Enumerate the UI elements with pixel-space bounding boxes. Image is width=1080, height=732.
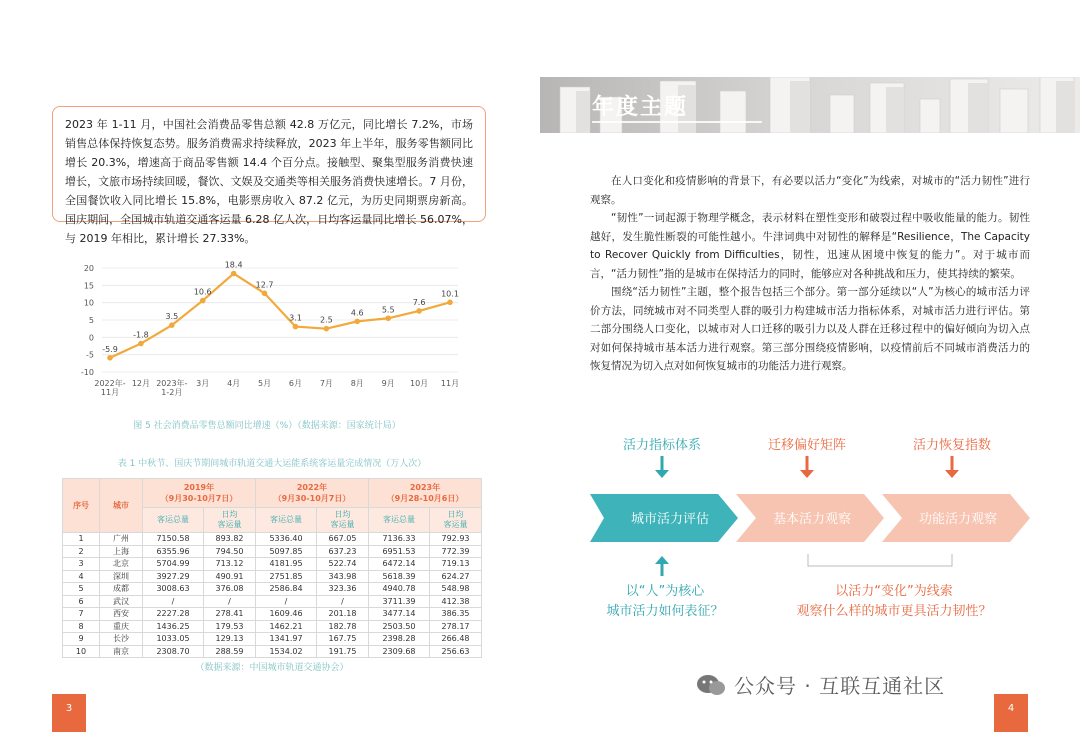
data-label: 5.5	[381, 305, 395, 315]
data-point	[231, 271, 237, 277]
table-cell: 1609.46	[255, 608, 316, 621]
data-label: 4.6	[350, 308, 364, 318]
table-cell: 8	[63, 620, 100, 633]
x-tick-label: 11月	[440, 379, 460, 388]
table-cell: 667.05	[317, 533, 369, 546]
table-cell: 6951.53	[368, 545, 429, 558]
table-cell: 266.48	[430, 633, 482, 646]
table-cell: /	[255, 595, 316, 608]
group-range: （9月30-10月7日）	[273, 494, 351, 503]
table-caption: 表 1 中秋节、国庆节期间城市轨道交通大运能系统客运量完成情况（万人次）	[117, 459, 427, 469]
table-cell: 548.98	[430, 583, 482, 596]
table-cell: 2227.28	[143, 608, 204, 621]
table-cell: 5618.39	[368, 570, 429, 583]
retail-growth-line-chart	[60, 248, 470, 413]
data-point	[354, 319, 360, 325]
down-arrow-icon	[655, 456, 669, 478]
y-tick-label: 5	[88, 316, 94, 325]
table-cell: 2586.84	[255, 583, 316, 596]
table-row	[63, 633, 482, 646]
paragraph: 围绕“活力韧性”主题，整个报告包括三个部分。第一部分延续以“人”为核心的城市活力评价方法，同统城市对不同类型人群的吸引力构建城市活力指标体系，对城市活力进行评估。第二部分围绕人口变化，以城市对人口迁移的吸引力以及人群在迁移过程中的偏好倾向为切入点对如何保持城市基本活力进行观察。第三部分围绕疫情影响，以疫情前后不同城市消费活力的恢复情况为切入点对如何恢复城市的功能活力进行观察。	[590, 286, 1030, 372]
down-arrow-icon	[945, 456, 959, 478]
paragraph: 在人口变化和疫情影响的背景下，有必要以活力“变化”为线索，对城市的“活力韧性”进行观察。	[590, 175, 1030, 206]
col-group-2019	[143, 479, 256, 508]
table-cell: 5097.85	[255, 545, 316, 558]
table-cell: 4940.78	[368, 583, 429, 596]
data-label: 3.5	[165, 312, 179, 322]
bottom-right-caption: 以活力“变化”为线索 观察什么样的城市更具活力韧性？	[796, 584, 992, 619]
summary-callout	[52, 106, 486, 245]
wechat-watermark	[696, 670, 945, 702]
sub-header-daily: 日均 客运量	[430, 508, 482, 533]
table-cell: 上海	[100, 545, 143, 558]
up-arrow-icon	[655, 556, 669, 576]
data-label: 3.1	[289, 313, 302, 323]
x-tick-label: 5月	[257, 379, 272, 388]
table-cell: 1462.21	[255, 620, 316, 633]
table-body	[63, 533, 482, 658]
data-point	[324, 326, 330, 332]
down-arrow-icon	[800, 456, 814, 478]
table-cell: 西安	[100, 608, 143, 621]
body-text	[590, 172, 1030, 376]
group-range: （9月30-10月7日）	[160, 494, 238, 503]
table-cell: 201.18	[317, 608, 369, 621]
chevron-label: 功能活力观察	[918, 512, 998, 527]
table-cell: 广州	[100, 533, 143, 546]
table-cell: /	[204, 595, 256, 608]
table-cell: 1534.02	[255, 645, 316, 658]
table-cell: 719.13	[430, 558, 482, 571]
table-row	[63, 545, 482, 558]
table-cell: 重庆	[100, 620, 143, 633]
table-cell: 6472.14	[368, 558, 429, 571]
page-number-right: 4	[994, 694, 1028, 732]
table-cell: 4181.95	[255, 558, 316, 571]
page-number-left: 3	[52, 694, 86, 732]
sub-header-daily: 日均 客运量	[204, 508, 256, 533]
group-year: 2023年	[409, 483, 441, 492]
table-cell: 129.13	[204, 633, 256, 646]
table-cell: 1033.05	[143, 633, 204, 646]
summary-text: 2023 年 1-11 月，中国社会消费品零售总额 42.8 万亿元，同比增长 7.2%，市场销售总体保持恢复态势。服务消费需求持续释放，2023 年上半年，服务零售额同比增长 20.3%，增速高于商品零售额 14.4 个百分点。接触型、聚集型服务消费快速增长，文旅市场持续回暖，餐饮、文娱及交通类等相关服务消费快速增长。7 月份，全国餐饮收入同比增长 15.8%，电影票房收入 87.2 亿元，为历史同期票房新高。国庆期间，全国城市轨道交通客运量 6.28 亿人次，日均客运量同比增长 56.07%，与 2019 年相比，累计增长 27.33%。	[65, 118, 473, 245]
table-source: （数据来源：中国城市轨道交通协会）	[195, 663, 349, 673]
data-point	[385, 315, 391, 321]
table-row	[63, 595, 482, 608]
data-label: 18.4	[224, 260, 243, 270]
table-cell: 5336.40	[255, 533, 316, 546]
data-point	[447, 300, 453, 306]
table-cell: 6	[63, 595, 100, 608]
x-tick-label: 8月	[350, 379, 364, 388]
table-cell: 1	[63, 533, 100, 546]
label-vitality-index-system: 活力指标体系	[622, 438, 701, 453]
group-year: 2019年	[183, 483, 215, 492]
sub-header-total: 客运总量	[368, 508, 429, 533]
table-cell: 278.17	[430, 620, 482, 633]
banner-underline	[592, 121, 762, 123]
table-cell: 9	[63, 633, 100, 646]
y-tick-label: 0	[88, 333, 94, 343]
table-row	[63, 620, 482, 633]
table-cell: 792.93	[430, 533, 482, 546]
data-point	[138, 341, 144, 347]
x-tick-label: 4月	[227, 379, 241, 388]
table-cell: 1341.97	[255, 633, 316, 646]
x-tick-label: 1-2月	[161, 388, 183, 397]
table-cell: 4	[63, 570, 100, 583]
table-cell: /	[143, 595, 204, 608]
data-point	[169, 322, 175, 328]
table-row	[63, 533, 482, 546]
table-cell: 成都	[100, 583, 143, 596]
data-point	[416, 308, 422, 314]
table-cell: 3	[63, 558, 100, 571]
table-cell: 772.39	[430, 545, 482, 558]
y-tick-label: -5	[86, 350, 94, 360]
table-cell: 893.82	[204, 533, 256, 546]
group-year: 2022年	[296, 483, 328, 492]
data-label: 2.5	[319, 315, 333, 325]
figure-caption: 图 5 社会消费品零售总额同比增速（%）（数据来源：国家统计局）	[133, 421, 401, 431]
passenger-table-wrap	[62, 478, 482, 658]
col-group-2022	[255, 479, 368, 508]
table-cell: 7150.58	[143, 533, 204, 546]
label-recovery-index: 活力恢复指数	[912, 438, 991, 453]
y-tick-label: -10	[80, 368, 94, 377]
table-cell: 288.59	[204, 645, 256, 658]
table-cell: 2398.28	[368, 633, 429, 646]
data-label: 12.7	[255, 280, 274, 290]
bracket-line	[808, 554, 952, 566]
table-cell: 武汉	[100, 595, 143, 608]
y-tick-label: 10	[83, 298, 94, 308]
y-tick-label: 15	[83, 281, 94, 291]
table-cell: 624.27	[430, 570, 482, 583]
table-cell: 10	[63, 645, 100, 658]
table-cell: 522.74	[317, 558, 369, 571]
y-tick-label: 20	[83, 264, 94, 273]
chevron-label: 城市活力评估	[630, 512, 710, 527]
paragraph: “韧性”一词起源于物理学概念，表示材料在塑性变形和破裂过程中吸收能量的能力。韧性越好，发生脆性断裂的可能性越小。牛津词典中对韧性的解释是“Resilience，The Capacity to Recover Quickly from Difficulties，韧性，迅速从困境中恢复的能力”。对于城市而言，“活力韧性”指的是城市在保持活力的同时，能够应对各种挑战和压力，使其持续的繁荣。	[590, 212, 1030, 280]
table-row	[63, 558, 482, 571]
data-point	[107, 355, 113, 361]
data-point	[293, 324, 299, 330]
x-tick-label: 2022年-	[94, 379, 126, 388]
data-label: 10.6	[193, 287, 212, 297]
table-cell: 北京	[100, 558, 143, 571]
table-cell: 3711.39	[368, 595, 429, 608]
data-label: -1.8	[133, 330, 149, 340]
x-tick-label: 7月	[319, 379, 333, 388]
table-cell: 323.36	[317, 583, 369, 596]
table-cell: 2751.85	[255, 570, 316, 583]
table-row	[63, 570, 482, 583]
sub-header-total: 客运总量	[143, 508, 204, 533]
data-point	[200, 298, 206, 304]
table-cell: 5704.99	[143, 558, 204, 571]
passenger-volume-table	[62, 478, 482, 658]
table-cell: 3008.63	[143, 583, 204, 596]
table-cell: 深圳	[100, 570, 143, 583]
data-label: 7.6	[412, 297, 426, 307]
group-range: （9月28-10月6日）	[386, 494, 464, 503]
sub-header-daily: 日均 客运量	[317, 508, 369, 533]
label-migration-matrix: 迁移偏好矩阵	[767, 438, 846, 453]
x-tick-label: 2023年-	[156, 379, 188, 388]
table-cell: 256.63	[430, 645, 482, 658]
table-cell: 412.38	[430, 595, 482, 608]
table-cell: 2308.70	[143, 645, 204, 658]
series-line	[110, 274, 450, 358]
x-tick-label: 11月	[100, 388, 120, 397]
table-cell: 1436.25	[143, 620, 204, 633]
table-cell: 2309.68	[368, 645, 429, 658]
table-cell: 5	[63, 583, 100, 596]
table-cell: 182.78	[317, 620, 369, 633]
table-cell: 2	[63, 545, 100, 558]
table-cell: 3927.29	[143, 570, 204, 583]
banner-title: 年度主题	[592, 95, 689, 120]
x-tick-label: 9月	[381, 379, 395, 388]
table-row	[63, 608, 482, 621]
table-cell: 637.23	[317, 545, 369, 558]
sub-header-total: 客运总量	[255, 508, 316, 533]
chevron-label: 基本活力观察	[772, 512, 852, 527]
bottom-left-caption: 以“人”为核心 城市活力如何表征？	[606, 584, 724, 619]
data-point	[262, 291, 268, 297]
table-cell: 376.08	[204, 583, 256, 596]
data-label: 10.1	[441, 289, 459, 299]
col-header-seq: 序号	[63, 479, 100, 533]
table-cell: 2503.50	[368, 620, 429, 633]
table-cell: 南京	[100, 645, 143, 658]
table-cell: 278.41	[204, 608, 256, 621]
table-cell: 386.35	[430, 608, 482, 621]
data-label: -5.9	[102, 344, 118, 354]
x-tick-label: 6月	[288, 379, 303, 388]
table-cell: 7	[63, 608, 100, 621]
table-cell: /	[317, 595, 369, 608]
table-row	[63, 583, 482, 596]
x-tick-label: 12月	[131, 379, 151, 388]
x-tick-label: 3月	[196, 379, 210, 388]
table-cell: 713.12	[204, 558, 256, 571]
table-cell: 167.75	[317, 633, 369, 646]
table-cell: 343.98	[317, 570, 369, 583]
wechat-icon	[696, 673, 726, 702]
table-row	[63, 645, 482, 658]
table-cell: 6355.96	[143, 545, 204, 558]
table-cell: 179.53	[204, 620, 256, 633]
table-cell: 长沙	[100, 633, 143, 646]
table-cell: 7136.33	[368, 533, 429, 546]
col-group-2023	[368, 479, 481, 508]
watermark-text: 公众号 · 互联互通社区	[734, 674, 946, 698]
table-cell: 191.75	[317, 645, 369, 658]
x-tick-label: 10月	[409, 379, 429, 388]
table-cell: 794.50	[204, 545, 256, 558]
col-header-city: 城市	[100, 479, 143, 533]
table-cell: 490.91	[204, 570, 256, 583]
table-cell: 3477.14	[368, 608, 429, 621]
